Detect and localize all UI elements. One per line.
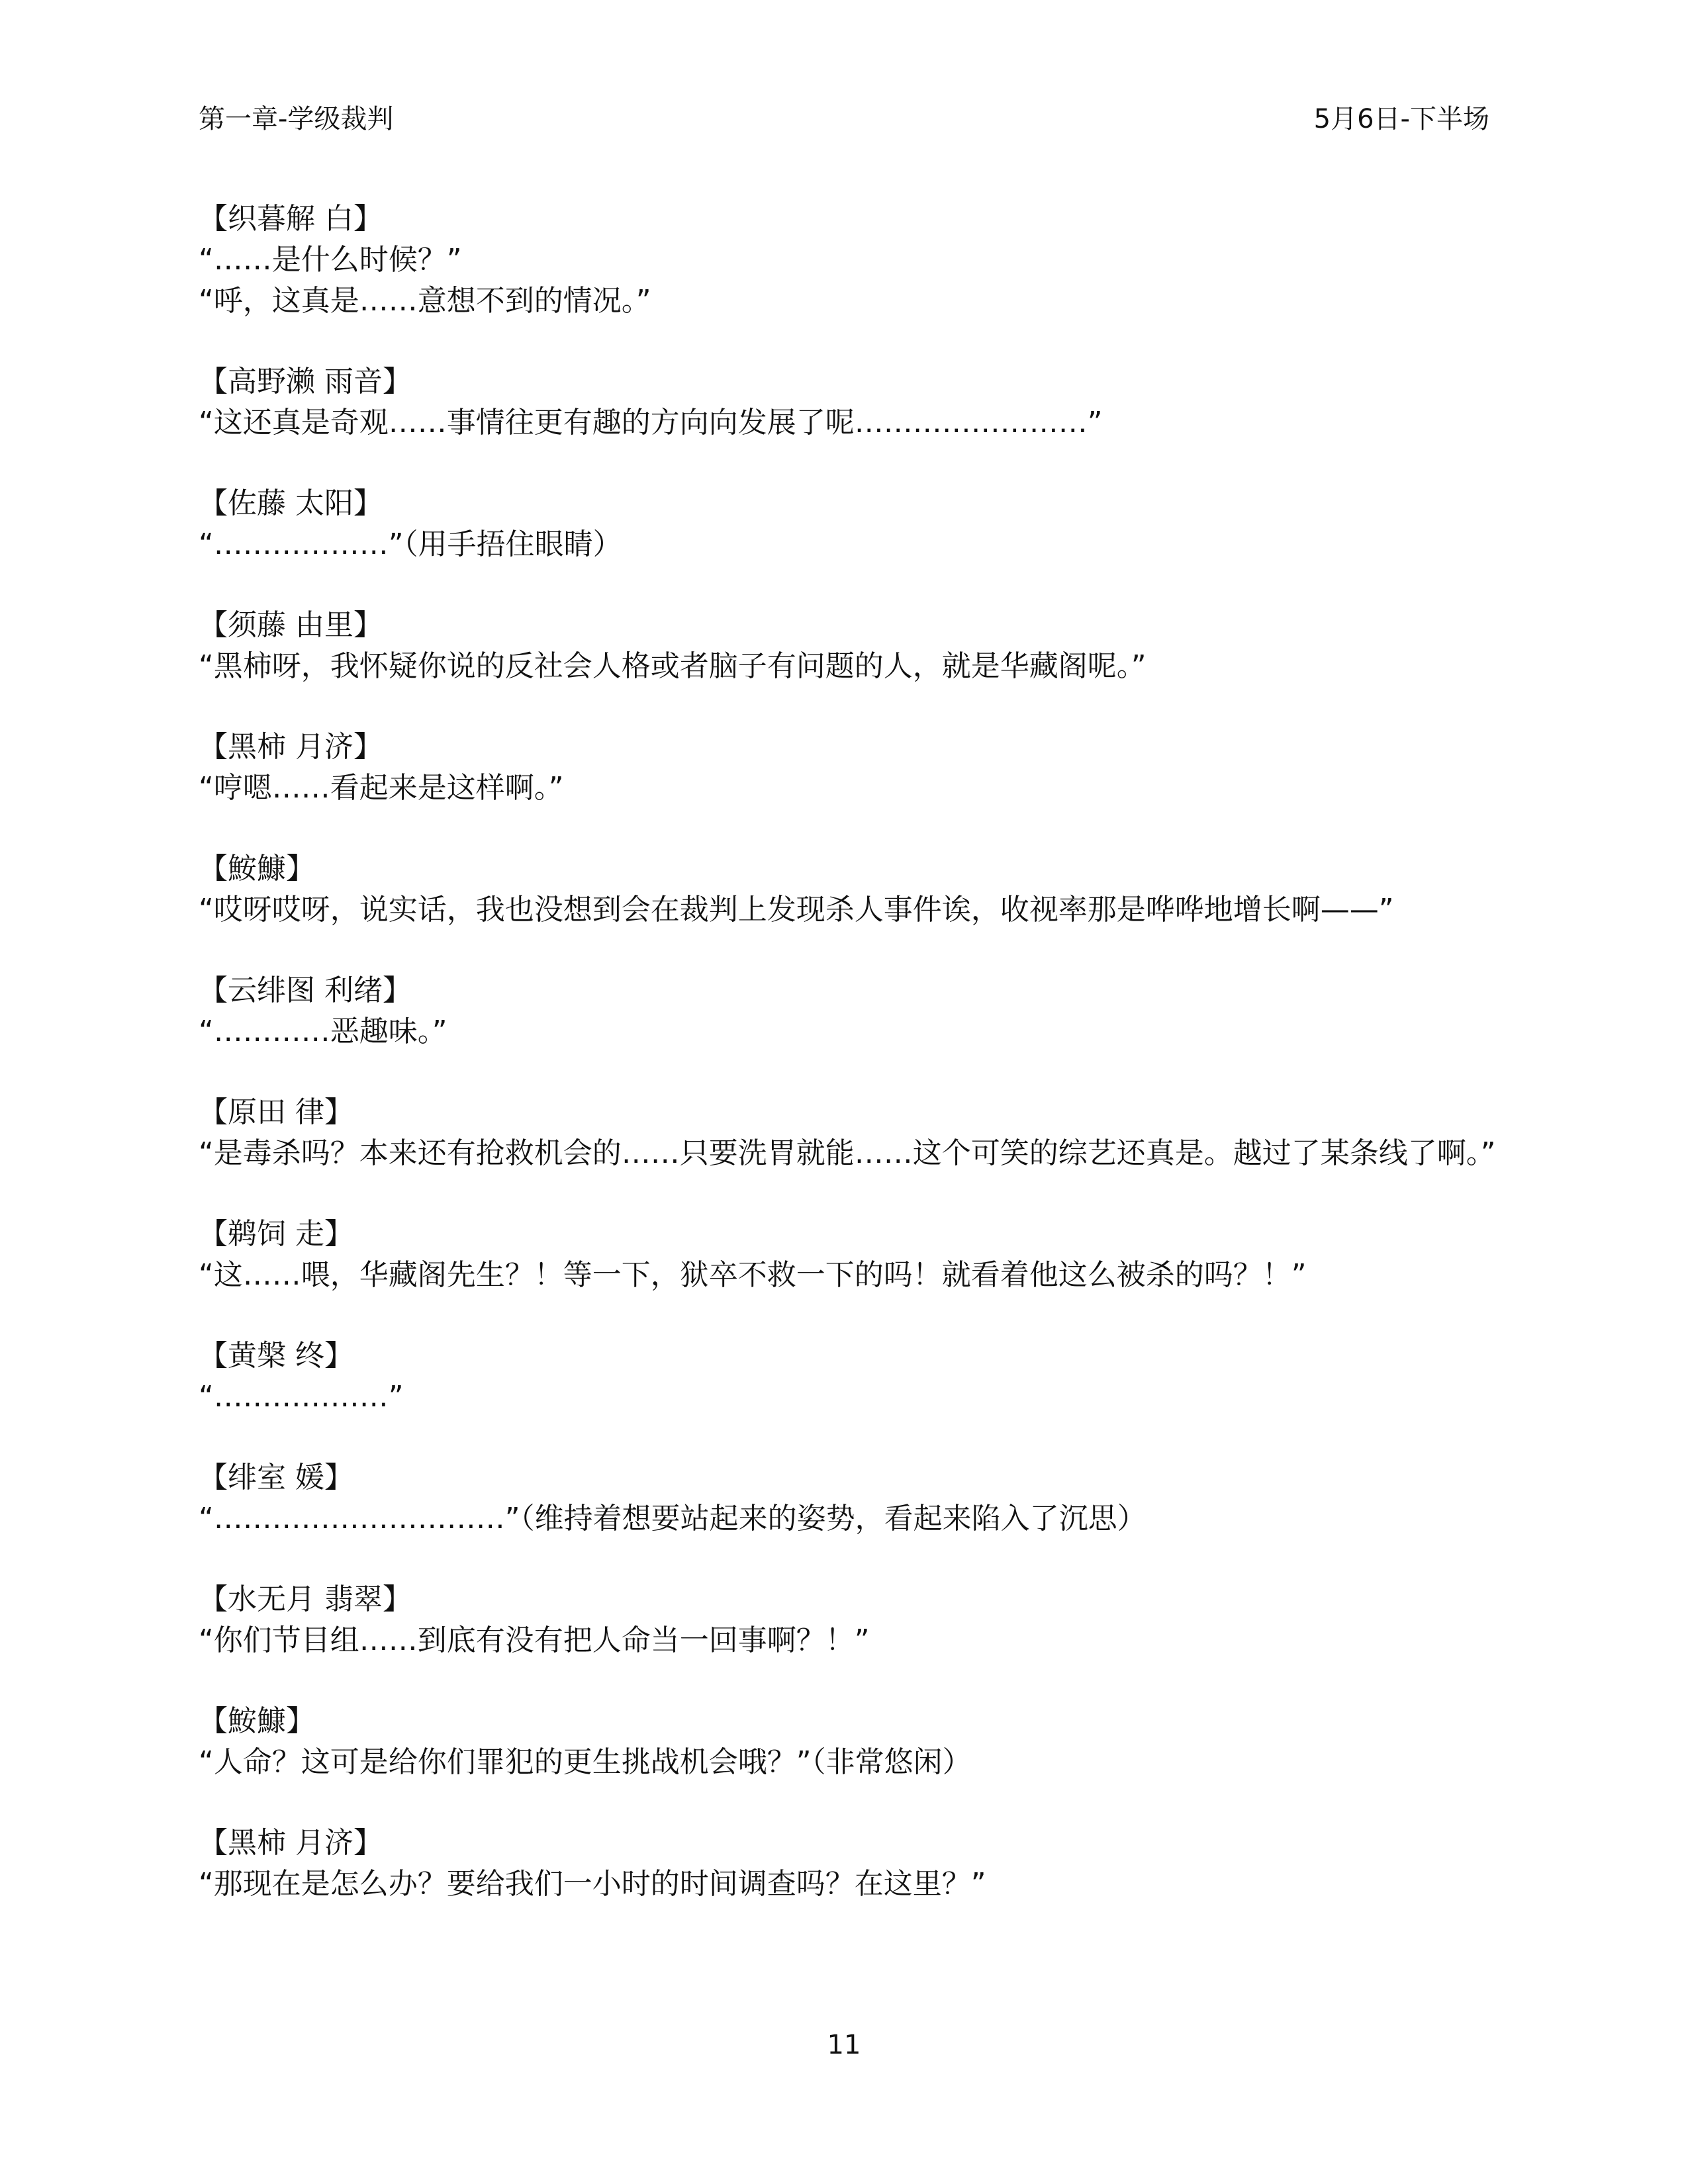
dialogue-line: “这还真是奇观……事情往更有趣的方向向发展了呢……………………” bbox=[199, 406, 1103, 439]
dialogue-line: “是毒杀吗？本来还有抢救机会的……只要洗胃就能……这个可笑的综艺还真是。越过了某条线了啊。” bbox=[199, 1136, 1496, 1170]
speaker-name: 【原田 律】 bbox=[199, 1095, 353, 1129]
dialogue-line: “哼嗯……看起来是这样啊。” bbox=[199, 771, 564, 805]
dialogue-block bbox=[199, 970, 1489, 1052]
page-header bbox=[199, 99, 1489, 139]
dialogue-line: “人命？这可是给你们罪犯的更生挑战机会哦？”（非常悠闲） bbox=[199, 1745, 972, 1779]
dialogue-line: “呼，这真是……意想不到的情况。” bbox=[199, 284, 651, 318]
page-number: 11 bbox=[827, 2030, 861, 2060]
dialogue-block bbox=[199, 1092, 1496, 1174]
dialogue-block bbox=[199, 605, 1489, 687]
dialogue-line: “……是什么时候？” bbox=[199, 243, 462, 277]
dialogue-block bbox=[199, 361, 1489, 443]
speaker-name: 【云绯图 利绪】 bbox=[199, 974, 412, 1007]
dialogue-body bbox=[199, 199, 1496, 1944]
dialogue-block bbox=[199, 848, 1489, 931]
dialogue-block bbox=[199, 1823, 1489, 1905]
speaker-name: 【黄槃 终】 bbox=[199, 1339, 353, 1373]
speaker-name: 【织暮解 白】 bbox=[199, 202, 383, 236]
speaker-name: 【鮟鱇】 bbox=[199, 852, 315, 886]
speaker-name: 【鮟鱇】 bbox=[199, 1704, 315, 1738]
dialogue-line: “…………恶趣味。” bbox=[199, 1015, 447, 1048]
dialogue-block bbox=[199, 1214, 1489, 1296]
dialogue-line: “哎呀哎呀，说实话，我也没想到会在裁判上发现杀人事件诶，收视率那是哗哗地增长啊——” bbox=[199, 893, 1394, 927]
speaker-name: 【黑柿 月济】 bbox=[199, 730, 383, 764]
dialogue-block bbox=[199, 1701, 1489, 1783]
session-label: 5月6日-下半场 bbox=[1313, 104, 1489, 134]
speaker-name: 【鹈饲 走】 bbox=[199, 1217, 353, 1251]
dialogue-line: “这……喂，华藏阁先生？！等一下，狱卒不救一下的吗！就看着他这么被杀的吗？！” bbox=[199, 1258, 1307, 1292]
dialogue-block bbox=[199, 727, 1489, 809]
speaker-name: 【水无月 翡翠】 bbox=[199, 1582, 412, 1616]
speaker-name: 【佐藤 太阳】 bbox=[199, 486, 383, 520]
speaker-name: 【须藤 由里】 bbox=[199, 608, 383, 642]
speaker-name: 【绯室 媛】 bbox=[199, 1461, 353, 1494]
dialogue-line: “………………” bbox=[199, 1380, 404, 1414]
dialogue-line: “那现在是怎么办？要给我们一小时的时间调查吗？在这里？” bbox=[199, 1867, 986, 1901]
dialogue-block bbox=[199, 1579, 1489, 1661]
dialogue-line: “黑柿呀，我怀疑你说的反社会人格或者脑子有问题的人，就是华藏阁呢。” bbox=[199, 649, 1147, 683]
speaker-name: 【高野濑 雨音】 bbox=[199, 365, 412, 398]
dialogue-line: “你们节目组……到底有没有把人命当一回事啊？！” bbox=[199, 1623, 870, 1657]
dialogue-block bbox=[199, 199, 1489, 322]
dialogue-block bbox=[199, 1336, 1489, 1418]
dialogue-line: “………………”（用手捂住眼睛） bbox=[199, 527, 622, 561]
dialogue-line: “…………………………”（维持着想要站起来的姿势，看起来陷入了沉思） bbox=[199, 1502, 1147, 1535]
speaker-name: 【黑柿 月济】 bbox=[199, 1826, 383, 1860]
dialogue-block bbox=[199, 1457, 1489, 1539]
dialogue-block bbox=[199, 483, 1489, 565]
chapter-title: 第一章-学级裁判 bbox=[199, 104, 394, 134]
